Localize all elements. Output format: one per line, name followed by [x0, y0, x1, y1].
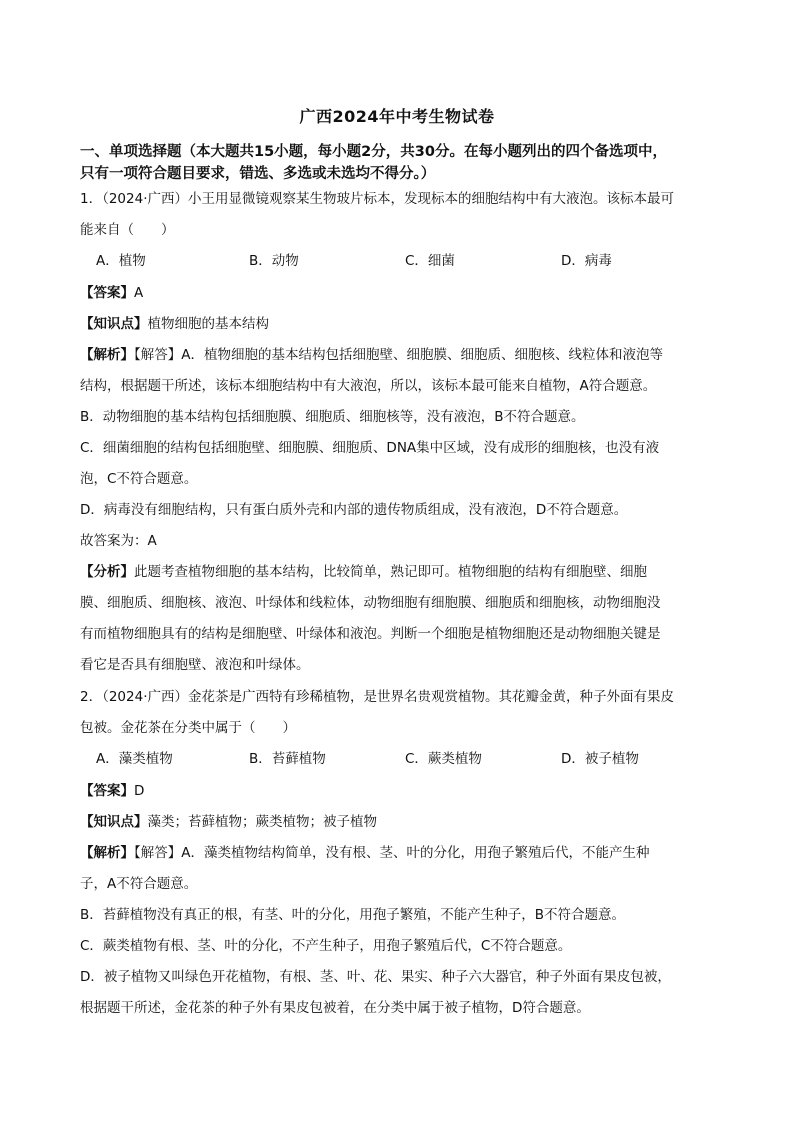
q2-analysis-line-6: 根据题干所述，金花茶的种子外有果皮包被着，在分类中属于被子植物，D符合题意。 [80, 1000, 590, 1016]
q1-stem-line-2: 能来自（ ） [80, 222, 175, 238]
q2-knowledge-value: 藻类；苔藓植物；蕨类植物；被子植物 [147, 814, 377, 830]
q1-analysis-line-5: 泡，C不符合题意。 [80, 471, 198, 487]
q1-option-a: A．植物 [96, 253, 146, 269]
q1-analysis-line-2: 结构，根据题干所述，该标本细胞结构中有大液泡，所以，该标本最可能来自植物，A符合题意。 [80, 378, 657, 394]
q2-analysis-label: 【解析】 [80, 845, 134, 861]
q2-option-c: C．蕨类植物 [405, 751, 482, 767]
q1-answer-label: 【答案】 [80, 285, 134, 301]
q2-answer [80, 779, 144, 799]
q1-analysis-line-6: D．病毒没有细胞结构，只有蛋白质外壳和内部的遗传物质组成，没有液泡，D不符合题意。 [80, 502, 628, 518]
q1-knowledge [80, 312, 269, 332]
q1-summary-label: 【分析】 [80, 564, 134, 580]
q2-option-b: B．苔藓植物 [249, 751, 326, 767]
q2-stem-line-1: 2．（2024·广西）金花茶是广西特有珍稀植物，是世界名贵观赏植物。其花瓣金黄，种子外面有果皮 [80, 689, 674, 705]
q1-analysis-line-4: C．细菌细胞的结构包括细胞壁、细胞膜、细胞质、DNA集中区域，没有成形的细胞核，也没有液 [80, 440, 660, 456]
q1-answer-value: A [134, 285, 144, 301]
q1-analysis-line-3: B．动物细胞的基本结构包括细胞膜、细胞质、细胞核等，没有液泡，B不符合题意。 [80, 409, 585, 425]
q2-option-d: D．被子植物 [561, 751, 639, 767]
q1-summary-line-1: 【分析】此题考查植物细胞的基本结构，比较简单，熟记即可。植物细胞的结构有细胞壁、细胞 [80, 564, 647, 580]
page-title: 广西2024年中考生物试卷 [299, 107, 495, 126]
q2-answer-value: D [134, 783, 145, 799]
q1-analysis-label: 【解析】 [80, 347, 134, 363]
q2-option-a: A．藻类植物 [96, 751, 173, 767]
q1-summary-line-4: 看它是否具有细胞壁、液泡和叶绿体。 [80, 657, 310, 673]
q1-analysis-line-1: 【解析】【解答】A．植物细胞的基本结构包括细胞壁、细胞膜、细胞质、细胞核、线粒体和液泡等 [80, 347, 663, 363]
q2-analysis-line-2: 子，A不符合题意。 [80, 876, 198, 892]
q1-final-answer: 故答案为：A [80, 533, 157, 549]
q1-summary-line-3: 有而植物细胞具有的结构是细胞壁、叶绿体和液泡。判断一个细胞是植物细胞还是动物细胞关键是 [80, 626, 661, 642]
q2-stem-line-2: 包被。金花茶在分类中属于（ ） [80, 720, 296, 736]
q2-analysis-line-5: D．被子植物又叫绿色开花植物，有根、茎、叶、花、果实、种子六大器官，种子外面有果皮包被， [80, 969, 671, 985]
q1-knowledge-value: 植物细胞的基本结构 [147, 316, 269, 332]
q1-option-b: B．动物 [249, 253, 299, 269]
q1-option-c: C．细菌 [405, 253, 455, 269]
q1-answer [80, 281, 143, 301]
q2-analysis-line-3: B．苔藓植物没有真正的根，有茎、叶的分化，用孢子繁殖，不能产生种子，B不符合题意。 [80, 907, 626, 923]
section-heading-line-2: 只有一项符合题目要求，错选、多选或未选均不得分。） [80, 166, 436, 182]
q2-analysis-line-4: C．蕨类植物有根、茎、叶的分化，不产生种子，用孢子繁殖后代，C不符合题意。 [80, 938, 572, 954]
q1-summary-line-2: 膜、细胞质、细胞核、液泡、叶绿体和线粒体，动物细胞有细胞膜、细胞质和细胞核，动物细胞没 [80, 595, 661, 611]
q2-knowledge [80, 810, 377, 830]
q2-answer-label: 【答案】 [80, 783, 134, 799]
q1-knowledge-label: 【知识点】 [80, 316, 148, 332]
q2-analysis-line-1: 【解析】【解答】A．藻类植物结构简单，没有根、茎、叶的分化，用孢子繁殖后代，不能产生种 [80, 845, 650, 861]
q2-knowledge-label: 【知识点】 [80, 814, 148, 830]
q1-stem-line-1: 1．（2024·广西）小王用显微镜观察某生物玻片标本，发现标本的细胞结构中有大液泡。该标本最可 [80, 191, 674, 207]
section-heading-line-1: 一、单项选择题（本大题共15小题，每小题2分，共30分。在每小题列出的四个备选项中， [80, 144, 667, 160]
q1-option-d: D．病毒 [561, 253, 612, 269]
